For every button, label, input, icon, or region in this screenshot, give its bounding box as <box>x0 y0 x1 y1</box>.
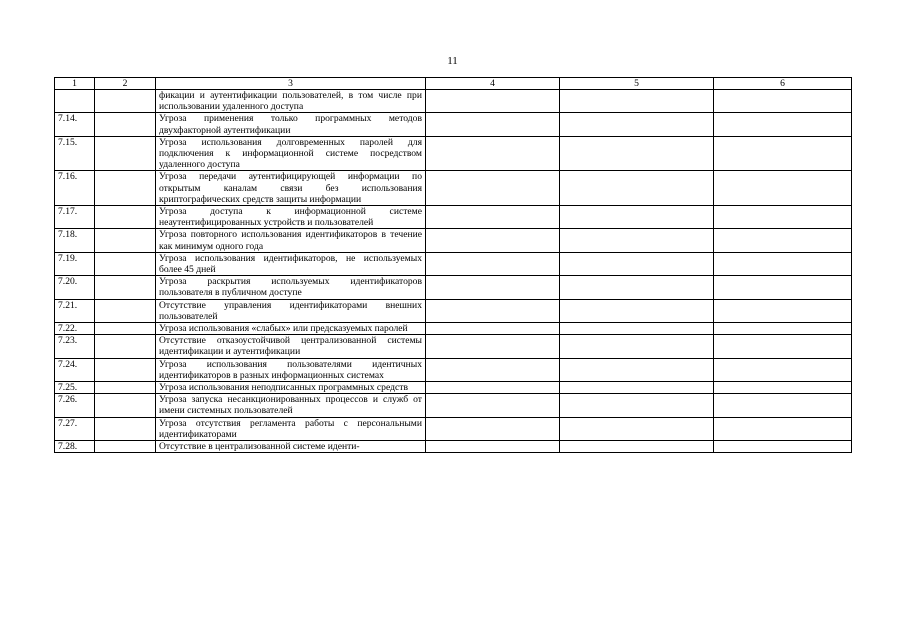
empty-cell-col-5 <box>560 299 714 322</box>
row-number-cell: 7.28. <box>55 441 95 453</box>
header-col-6: 6 <box>714 78 852 90</box>
empty-cell-col-6 <box>714 323 852 335</box>
threat-table <box>54 77 852 453</box>
empty-cell-col-6 <box>714 335 852 358</box>
threat-description-cell: Угроза передачи аутентифицирующей информации по открытым каналам связи без использования криптографических средств защиты информации <box>156 171 426 206</box>
empty-cell-col-4 <box>426 417 560 440</box>
empty-cell-col-6 <box>714 171 852 206</box>
threat-description-cell: Угроза отсутствия регламента работы с персональными идентификаторами <box>156 417 426 440</box>
header-col-3: 3 <box>156 78 426 90</box>
empty-cell-col-6 <box>714 252 852 275</box>
empty-cell-col-4 <box>426 335 560 358</box>
row-number-cell: 7.21. <box>55 299 95 322</box>
empty-cell-col-2 <box>95 358 156 381</box>
table-row <box>55 113 852 136</box>
table-row <box>55 441 852 453</box>
header-col-5: 5 <box>560 78 714 90</box>
row-number-cell: 7.22. <box>55 323 95 335</box>
header-col-2: 2 <box>95 78 156 90</box>
table-row <box>55 276 852 299</box>
empty-cell-col-4 <box>426 229 560 252</box>
row-number-cell: 7.16. <box>55 171 95 206</box>
threat-description-cell: фикации и аутентификации пользователей, в том числе при использовании удаленного доступа <box>156 90 426 113</box>
empty-cell-col-6 <box>714 90 852 113</box>
empty-cell-col-4 <box>426 113 560 136</box>
header-col-4: 4 <box>426 78 560 90</box>
empty-cell-col-2 <box>95 113 156 136</box>
table-row <box>55 323 852 335</box>
empty-cell-col-5 <box>560 229 714 252</box>
empty-cell-col-2 <box>95 323 156 335</box>
threat-description-cell: Угроза использования неподписанных программных средств <box>156 382 426 394</box>
empty-cell-col-2 <box>95 394 156 417</box>
empty-cell-col-4 <box>426 358 560 381</box>
row-number-cell: 7.24. <box>55 358 95 381</box>
empty-cell-col-5 <box>560 171 714 206</box>
empty-cell-col-5 <box>560 335 714 358</box>
empty-cell-col-4 <box>426 206 560 229</box>
table-row <box>55 136 852 171</box>
row-number-cell: 7.19. <box>55 252 95 275</box>
empty-cell-col-5 <box>560 276 714 299</box>
empty-cell-col-2 <box>95 335 156 358</box>
empty-cell-col-4 <box>426 171 560 206</box>
table-row <box>55 394 852 417</box>
empty-cell-col-5 <box>560 206 714 229</box>
table-row <box>55 171 852 206</box>
row-number-cell: 7.25. <box>55 382 95 394</box>
empty-cell-col-2 <box>95 417 156 440</box>
empty-cell-col-6 <box>714 229 852 252</box>
table-row <box>55 206 852 229</box>
table-row <box>55 252 852 275</box>
empty-cell-col-6 <box>714 382 852 394</box>
empty-cell-col-4 <box>426 323 560 335</box>
threat-description-cell: Отсутствие отказоустойчивой централизованной системы идентификации и аутентификации <box>156 335 426 358</box>
empty-cell-col-4 <box>426 382 560 394</box>
empty-cell-col-2 <box>95 299 156 322</box>
table-header-row <box>55 78 852 90</box>
table-row <box>55 229 852 252</box>
empty-cell-col-5 <box>560 323 714 335</box>
table-body <box>55 90 852 453</box>
threat-description-cell: Угроза применения только программных методов двухфакторной аутентификации <box>156 113 426 136</box>
empty-cell-col-5 <box>560 252 714 275</box>
threat-description-cell: Угроза доступа к информационной системе неаутентифицированных устройств и пользователей <box>156 206 426 229</box>
empty-cell-col-6 <box>714 206 852 229</box>
threat-description-cell: Угроза раскрытия используемых идентификаторов пользователя в публичном доступе <box>156 276 426 299</box>
empty-cell-col-2 <box>95 441 156 453</box>
empty-cell-col-5 <box>560 382 714 394</box>
row-number-cell: 7.26. <box>55 394 95 417</box>
empty-cell-col-6 <box>714 113 852 136</box>
row-number-cell: 7.17. <box>55 206 95 229</box>
row-number-cell <box>55 90 95 113</box>
table-row <box>55 417 852 440</box>
empty-cell-col-5 <box>560 394 714 417</box>
page-number: 11 <box>447 55 458 67</box>
empty-cell-col-2 <box>95 252 156 275</box>
empty-cell-col-5 <box>560 358 714 381</box>
empty-cell-col-5 <box>560 417 714 440</box>
empty-cell-col-5 <box>560 113 714 136</box>
header-col-1: 1 <box>55 78 95 90</box>
empty-cell-col-4 <box>426 441 560 453</box>
empty-cell-col-5 <box>560 90 714 113</box>
empty-cell-col-2 <box>95 276 156 299</box>
empty-cell-col-2 <box>95 229 156 252</box>
threat-description-cell: Угроза использования идентификаторов, не используемых более 45 дней <box>156 252 426 275</box>
empty-cell-col-6 <box>714 358 852 381</box>
table-row <box>55 382 852 394</box>
empty-cell-col-6 <box>714 136 852 171</box>
threat-description-cell: Угроза использования «слабых» или предсказуемых паролей <box>156 323 426 335</box>
empty-cell-col-6 <box>714 299 852 322</box>
row-number-cell: 7.27. <box>55 417 95 440</box>
empty-cell-col-5 <box>560 136 714 171</box>
empty-cell-col-4 <box>426 90 560 113</box>
empty-cell-col-4 <box>426 136 560 171</box>
row-number-cell: 7.23. <box>55 335 95 358</box>
empty-cell-col-2 <box>95 206 156 229</box>
table-row <box>55 335 852 358</box>
empty-cell-col-2 <box>95 382 156 394</box>
empty-cell-col-6 <box>714 441 852 453</box>
empty-cell-col-2 <box>95 90 156 113</box>
threat-description-cell: Угроза повторного использования идентификаторов в течение как минимум одного года <box>156 229 426 252</box>
threat-description-cell: Угроза использования долговременных паролей для подключения к информационной системе посредством удаленного доступа <box>156 136 426 171</box>
threat-description-cell: Отсутствие в централизованной системе иденти- <box>156 441 426 453</box>
table-row <box>55 358 852 381</box>
empty-cell-col-6 <box>714 276 852 299</box>
empty-cell-col-2 <box>95 171 156 206</box>
empty-cell-col-4 <box>426 394 560 417</box>
row-number-cell: 7.18. <box>55 229 95 252</box>
empty-cell-col-5 <box>560 441 714 453</box>
empty-cell-col-4 <box>426 299 560 322</box>
threat-description-cell: Угроза запуска несанкционированных процессов и служб от имени системных пользователей <box>156 394 426 417</box>
empty-cell-col-4 <box>426 276 560 299</box>
empty-cell-col-4 <box>426 252 560 275</box>
empty-cell-col-6 <box>714 417 852 440</box>
row-number-cell: 7.15. <box>55 136 95 171</box>
threat-description-cell: Отсутствие управления идентификаторами внешних пользователей <box>156 299 426 322</box>
row-number-cell: 7.14. <box>55 113 95 136</box>
table-row <box>55 299 852 322</box>
threat-description-cell: Угроза использования пользователями идентичных идентификаторов в разных информационных системах <box>156 358 426 381</box>
empty-cell-col-6 <box>714 394 852 417</box>
row-number-cell: 7.20. <box>55 276 95 299</box>
table-row <box>55 90 852 113</box>
empty-cell-col-2 <box>95 136 156 171</box>
